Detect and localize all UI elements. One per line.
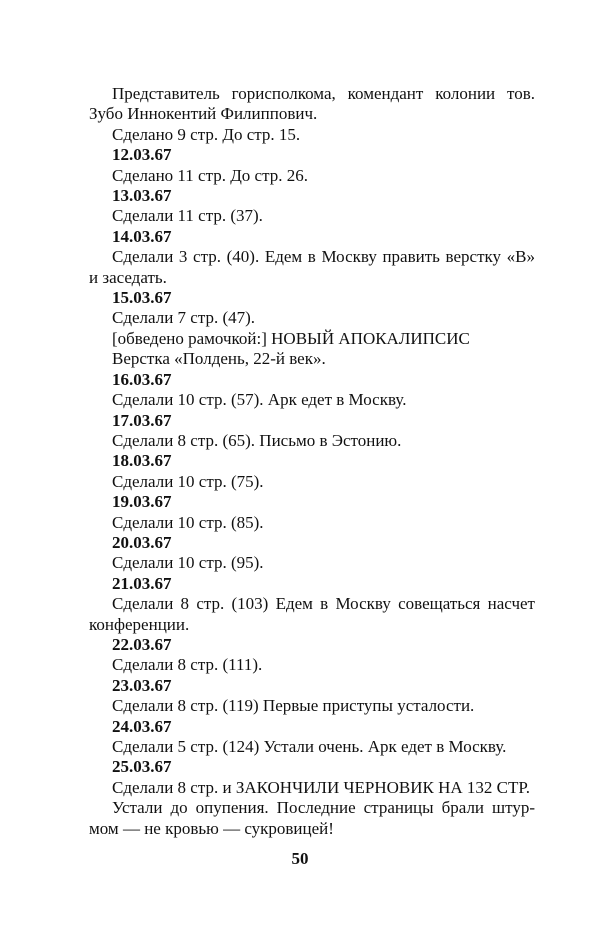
text-line: Сделали 11 стр. (37). <box>112 206 263 226</box>
text-line: Сделали 3 стр. (40). Едем в Москву править верстку «В» <box>112 247 535 267</box>
text-line: Сделали 5 стр. (124) Устали очень. Арк едет в Москву. <box>112 737 507 756</box>
text-line: и заседать. <box>89 267 167 287</box>
date-heading: 24.03.67 <box>112 716 172 736</box>
page-number: 50 <box>291 849 309 868</box>
date-heading: 20.03.67 <box>112 532 172 552</box>
date-heading: 14.03.67 <box>112 226 172 246</box>
date-heading: 15.03.67 <box>112 288 172 308</box>
text-line: Сделали 8 стр. (111). <box>112 655 263 675</box>
date-heading: 16.03.67 <box>112 369 172 389</box>
date-heading: 21.03.67 <box>112 573 172 593</box>
text-line: Представитель горисполкома, комендант колонии тов. <box>112 84 535 103</box>
text-line: Верстка «Полдень, 22-й век». <box>112 349 326 369</box>
date-heading: 25.03.67 <box>112 757 172 777</box>
text-line: Сделали 7 стр. (47). <box>112 308 256 328</box>
date-heading: 18.03.67 <box>112 451 172 471</box>
text-line: Сделали 8 стр. (65). Письмо в Эстонию. <box>112 430 402 450</box>
text-line: Сделали 10 стр. (85). <box>112 512 264 532</box>
text-line: Сделали 10 стр. (75). <box>112 471 264 491</box>
text-line: Сделали 10 стр. (57). Арк едет в Москву. <box>112 390 407 410</box>
text-line: мом — не кровью — сукровицей! <box>89 818 334 838</box>
text-line: Сделали 8 стр. (103) Едем в Москву совещаться насчет <box>112 594 535 614</box>
date-heading: 22.03.67 <box>112 634 172 654</box>
text-line: Устали до опупения. Последние страницы брали штур- <box>112 798 535 818</box>
text-line: Сделано 11 стр. До стр. 26. <box>112 165 308 185</box>
text-line: Сделали 8 стр. (119) Первые приступы усталости. <box>112 696 475 716</box>
date-heading: 19.03.67 <box>112 492 172 512</box>
text-line: Зубо Иннокентий Филиппович. <box>89 104 318 124</box>
text-line: Сделано 9 стр. До стр. 15. <box>112 124 301 144</box>
text-line: Сделали 8 стр. и ЗАКОНЧИЛИ ЧЕРНОВИК НА 132 СТР. <box>112 777 530 797</box>
date-heading: 23.03.67 <box>112 675 172 695</box>
date-heading: 13.03.67 <box>112 186 172 206</box>
text-line: конференции. <box>89 614 190 634</box>
text-line: [обведено рамочкой:] НОВЫЙ АПОКАЛИПСИС <box>112 328 470 348</box>
date-heading: 17.03.67 <box>112 410 172 430</box>
document-body <box>89 84 535 839</box>
date-heading: 12.03.67 <box>112 145 172 165</box>
text-line: Сделали 10 стр. (95). <box>112 553 264 573</box>
